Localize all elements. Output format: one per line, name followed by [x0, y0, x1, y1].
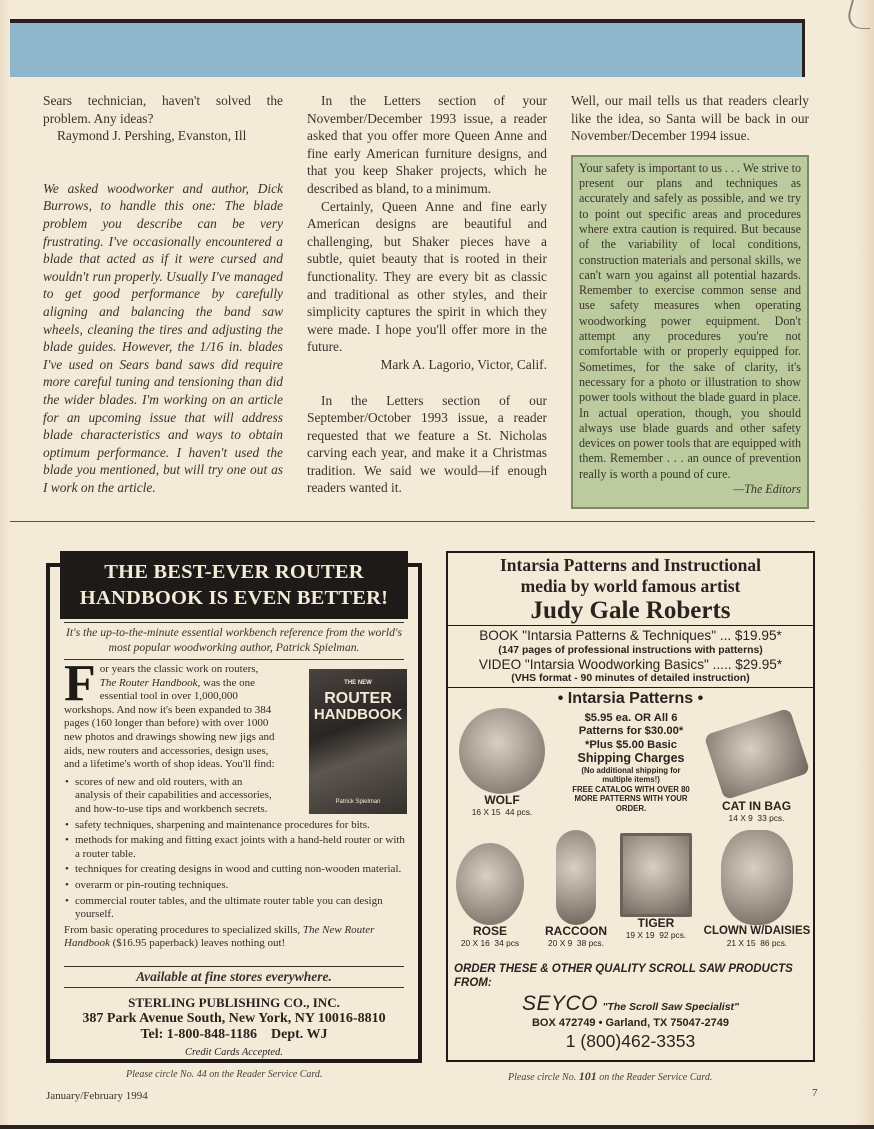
reader-service-note-44: Please circle No. 44 on the Reader Service Card.: [126, 1069, 323, 1080]
patterns-heading: • Intarsia Patterns •: [557, 690, 704, 707]
seyco-address: BOX 472749 • Garland, TX 75047-2749: [531, 1017, 730, 1029]
feature-item: • overarm or pin-routing techniques.: [64, 879, 406, 893]
seyco-phone: 1 (800)462-3353: [565, 1031, 696, 1051]
feature-item: • techniques for creating designs in wood and cutting non-wooden material.: [64, 863, 406, 877]
feature-item: • scores of new and old routers, with an analysis of their capabilities and accessories, and how-to-use tips and workbench secrets.: [64, 776, 275, 817]
pattern-raccoon: RACCOON 20 X 9 38 pcs.: [536, 830, 616, 948]
router-ad-closing: From basic operating procedures to specialized skills, The New Router Handbook ($16.95 paperback) leaves nothing out!: [64, 923, 375, 950]
order-instructions: ORDER THESE & OTHER QUALITY SCROLL SAW PRODUCTS FROM:: [454, 963, 793, 989]
page-number: 7: [812, 1087, 818, 1099]
feature-item: • commercial router tables, and the ultimate router table you can design yourself.: [64, 895, 406, 922]
publisher-address: 387 Park Avenue South, New York, NY 10016-8810: [82, 1010, 386, 1026]
rose-image: [456, 843, 524, 925]
drop-cap: F: [64, 655, 96, 712]
pattern-wolf: WOLF 16 X 15 44 pcs.: [452, 708, 552, 817]
safety-notice-box: [571, 155, 809, 510]
router-ad-tagline: It's the up-to-the-minute essential workbench reference from the world's most popular woodworking author, Patrick Spielman.: [64, 622, 404, 660]
letter-text: Sears technician, haven't solved the problem. Any ideas?: [43, 93, 283, 126]
credit-cards-note: Credit Cards Accepted.: [185, 1047, 283, 1059]
feature-item: • methods for making and fitting exact joints with a hand-held router or with a router table.: [64, 834, 406, 861]
letters-column-1: [43, 92, 283, 496]
book-cover-image: $^{THE NEW}$ ROUTER HANDBOOK Patrick Spielman: [309, 669, 407, 814]
cat-in-bag-image: [703, 708, 810, 800]
letter-text: Certainly, Queen Anne and fine early American designs are beautiful and challenging, but Shaker pieces have a subtle, quiet beauty that is rooted in their functionality. They are every bit as classic and traditional as other styles, and their simplicity captures the spirit in which they were made. I hope you'll offer more in the future.: [307, 198, 547, 355]
pattern-cat-in-bag: CAT IN BAG 14 X 9 33 pcs.: [704, 708, 809, 823]
wolf-image: [459, 708, 545, 794]
page-left-edge: [0, 0, 10, 1129]
publisher-info: [64, 995, 404, 1061]
router-ad-headline: THE BEST-EVER ROUTER HANDBOOK IS EVEN BETTER!: [60, 551, 408, 619]
book-offer: BOOK "Intarsia Patterns & Techniques" ... $19.95*: [479, 628, 782, 643]
feature-item: • safety techniques, sharpening and maintenance procedures for bits.: [64, 819, 406, 833]
seyco-contact: SEYCO "The Scroll Saw Specialist" BOX 472749 • Garland, TX 75047-2749 1 (800)462-3353: [448, 992, 813, 1051]
editor-note: In the Letters section of our September/October 1993 issue, a reader requested that we feature a St. Nicholas carving each year, and make it a Christmas tradition. We said we would—if enough readers wanted it.: [307, 392, 547, 496]
page-corner-curl: [844, 0, 874, 29]
pattern-rose: ROSE 20 X 16 34 pcs: [450, 843, 530, 948]
section-divider: [10, 521, 815, 522]
intarsia-ad-title: Intarsia Patterns and Instructional media by world famous artist Judy Gale Roberts: [448, 553, 813, 625]
availability-line: Available at fine stores everywhere.: [64, 966, 404, 988]
router-ad-intro: For years the classic work on routers, The Router Handbook, was the one essential tool in over 1,000,000 workshops. And now it's been expanded to 384 pages (160 longer than before) with over 1000 new photos and drawings showing new jigs and aids, new routers and accessories, design uses, and a lifetime's worth of shop ideas. You'll find:: [64, 655, 275, 771]
letters-column-2: [307, 92, 547, 497]
safety-notice-signature: —The Editors: [733, 482, 801, 497]
pattern-tiger: TIGER 19 X 19 92 pcs.: [616, 833, 696, 940]
editor-reply: We asked woodworker and author, Dick Burrows, to handle this one: The blade problem you describe can be very frustrating. I've occasionally encountered a blade that acted as if it were cursed and wouldn't run properly. Usually I've managed to get good performance by carefully aligning and balancing the band saw wheels, cleaning the tires and adjusting the blade guides. However, the 1/16 in. blades I've used on Sears band saws did require more careful tuning and tensioning than did the wider blades. I'm working on an article for an upcoming issue that will address blade characteristics and ways to obtain optimum performance. I haven't used the blade you mentioned, but will try one out as I work on the article.: [43, 180, 283, 495]
products-section: BOOK "Intarsia Patterns & Techniques" ... $19.95* (147 pages of professional instructions with patterns) VIDEO "Intarsia Woodworking Basics" ..... $29.95* (VHS format - 90 minutes of detailed instruction): [448, 625, 813, 687]
patterns-section: [448, 687, 813, 960]
letter-text: In the Letters section of your November/December 1993 issue, a reader asked that you offer more Queen Anne and fine early American furniture designs, and that you keep Shaker projects, which he described as bland, to a minimum.: [307, 93, 547, 196]
router-ad-body: [64, 655, 406, 951]
tiger-image: [620, 833, 692, 917]
seyco-logo: SEYCO: [521, 992, 598, 1015]
video-offer: VIDEO "Intarsia Woodworking Basics" ..... $29.95*: [478, 656, 783, 672]
intarsia-patterns-ad: [446, 551, 815, 1062]
page-bottom-edge: [0, 1125, 874, 1129]
letter-signature: Mark A. Lagorio, Victor, Calif.: [380, 356, 547, 372]
raccoon-image: [556, 830, 596, 925]
issue-date: January/February 1994: [46, 1090, 148, 1102]
editor-note: Well, our mail tells us that readers clearly like the idea, so Santa will be back in our November/December 1994 issue.: [571, 93, 809, 144]
pattern-pricing: $5.95 ea. OR All 6 Patterns for $30.00* *Plus $5.00 Basic Shipping Charges (No additional shipping for multiple items!) FREE CATALOG WITH OVER 80 MORE PATTERNS WITH YOUR ORDER.: [572, 712, 690, 813]
letters-column-3: [571, 92, 809, 509]
header-banner: [10, 19, 805, 77]
page-right-edge: [856, 0, 874, 1129]
publisher-name: STERLING PUBLISHING CO., INC.: [128, 995, 340, 1010]
clown-image: [721, 830, 793, 925]
publisher-phone: Tel: 1-800-848-1186 Dept. WJ: [140, 1026, 328, 1042]
artist-name: Judy Gale Roberts: [530, 597, 731, 624]
pattern-clown-w-daisies: CLOWN W/DAISIES 21 X 15 86 pcs.: [698, 830, 816, 948]
reader-service-note-101: Please circle No. 101 on the Reader Service Card.: [508, 1069, 713, 1083]
letter-signature: Raymond J. Pershing, Evanston, Ill: [57, 128, 247, 144]
safety-notice-text: Your safety is important to us . . . We strive to present our plans and techniques as accurately and safely as possible, and we try to point out specific areas and procedures where extra caution is required. But because of the variability of local conditions, construction materials and personal skills, we can't warn you against all potential hazards. Remember to exercise common sense and use safety measures when operating woodworking power equipment. Don't attempt any procedures you're not comfortable with or properly equipped for. Sometimes, for the sake of clarity, it's necessary for a photo or illustration to show power tools without the blade guard in place. In actual operation, though, you should always use blade guards and other safety devices on power tools that are equipped with them. Remember . . . an ounce of prevention really is worth a pound of cure.: [579, 160, 801, 481]
